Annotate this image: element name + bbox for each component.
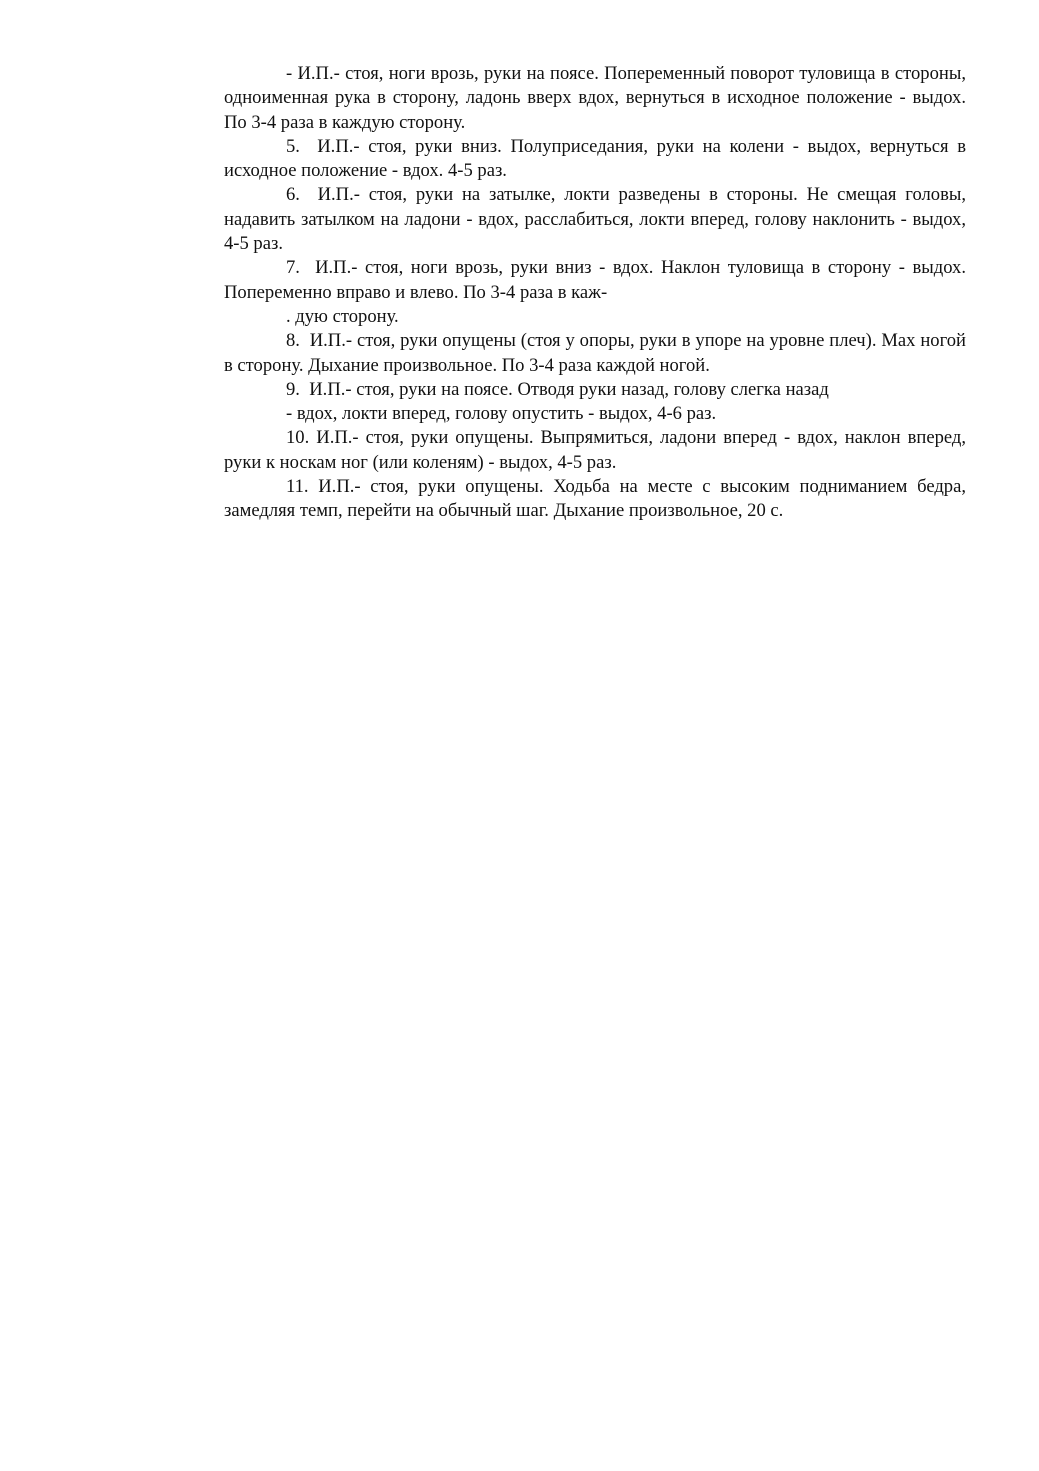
paragraph-exercise-8: 8. И.П.- стоя, руки опущены (стоя у опоры, руки в упоре на уровне плеч). Мах ногой в сторону. Дыхание произвольное. По 3-4 раза каждой ногой. bbox=[224, 330, 966, 376]
paragraph-exercise-9-continuation: - вдох, локти вперед, голову опустить - выдох, 4-6 раз. bbox=[286, 403, 717, 425]
document-page bbox=[224, 62, 966, 524]
paragraph-intro: - И.П.- стоя, ноги врозь, руки на поясе. Попеременный поворот туловища в стороны, одноименная рука в сторону, ладонь вверх вдох, вернуться в исходное положение - выдох. По 3-4 раза в каждую сторону. bbox=[224, 63, 966, 133]
paragraph-exercise-6: 6. И.П.- стоя, руки на затылке, локти разведены в стороны. Не смещая головы, надавить затылком на ладони - вдох, расслабиться, локти вперед, голову наклонить - выдох, 4-5 раз. bbox=[224, 184, 966, 255]
paragraph-exercise-7: 7. И.П.- стоя, ноги врозь, руки вниз - вдох. Наклон туловища в сторону - выдох. Попеременно вправо и влево. По 3-4 раза в каж- bbox=[224, 257, 966, 303]
paragraph-exercise-11: 11. И.П.- стоя, руки опущены. Ходьба на месте с высоким подниманием бедра, замедляя темп, перейти на обычный шаг. Дыхание произвольное, 20 с. bbox=[224, 476, 966, 522]
paragraph-exercise-9: 9. И.П.- стоя, руки на поясе. Отводя руки назад, голову слегка назад bbox=[286, 378, 829, 400]
paragraph-exercise-7-continuation: . дую сторону. bbox=[286, 305, 399, 327]
paragraph-exercise-5: 5. И.П.- стоя, руки вниз. Полуприседания, руки на колени - выдох, вернуться в исходное положение - вдох. 4-5 раз. bbox=[224, 135, 966, 182]
paragraph-exercise-10: 10. И.П.- стоя, руки опущены. Выпрямиться, ладони вперед - вдох, наклон вперед, руки к носкам ног (или коленям) - выдох, 4-5 раз. bbox=[224, 427, 966, 473]
